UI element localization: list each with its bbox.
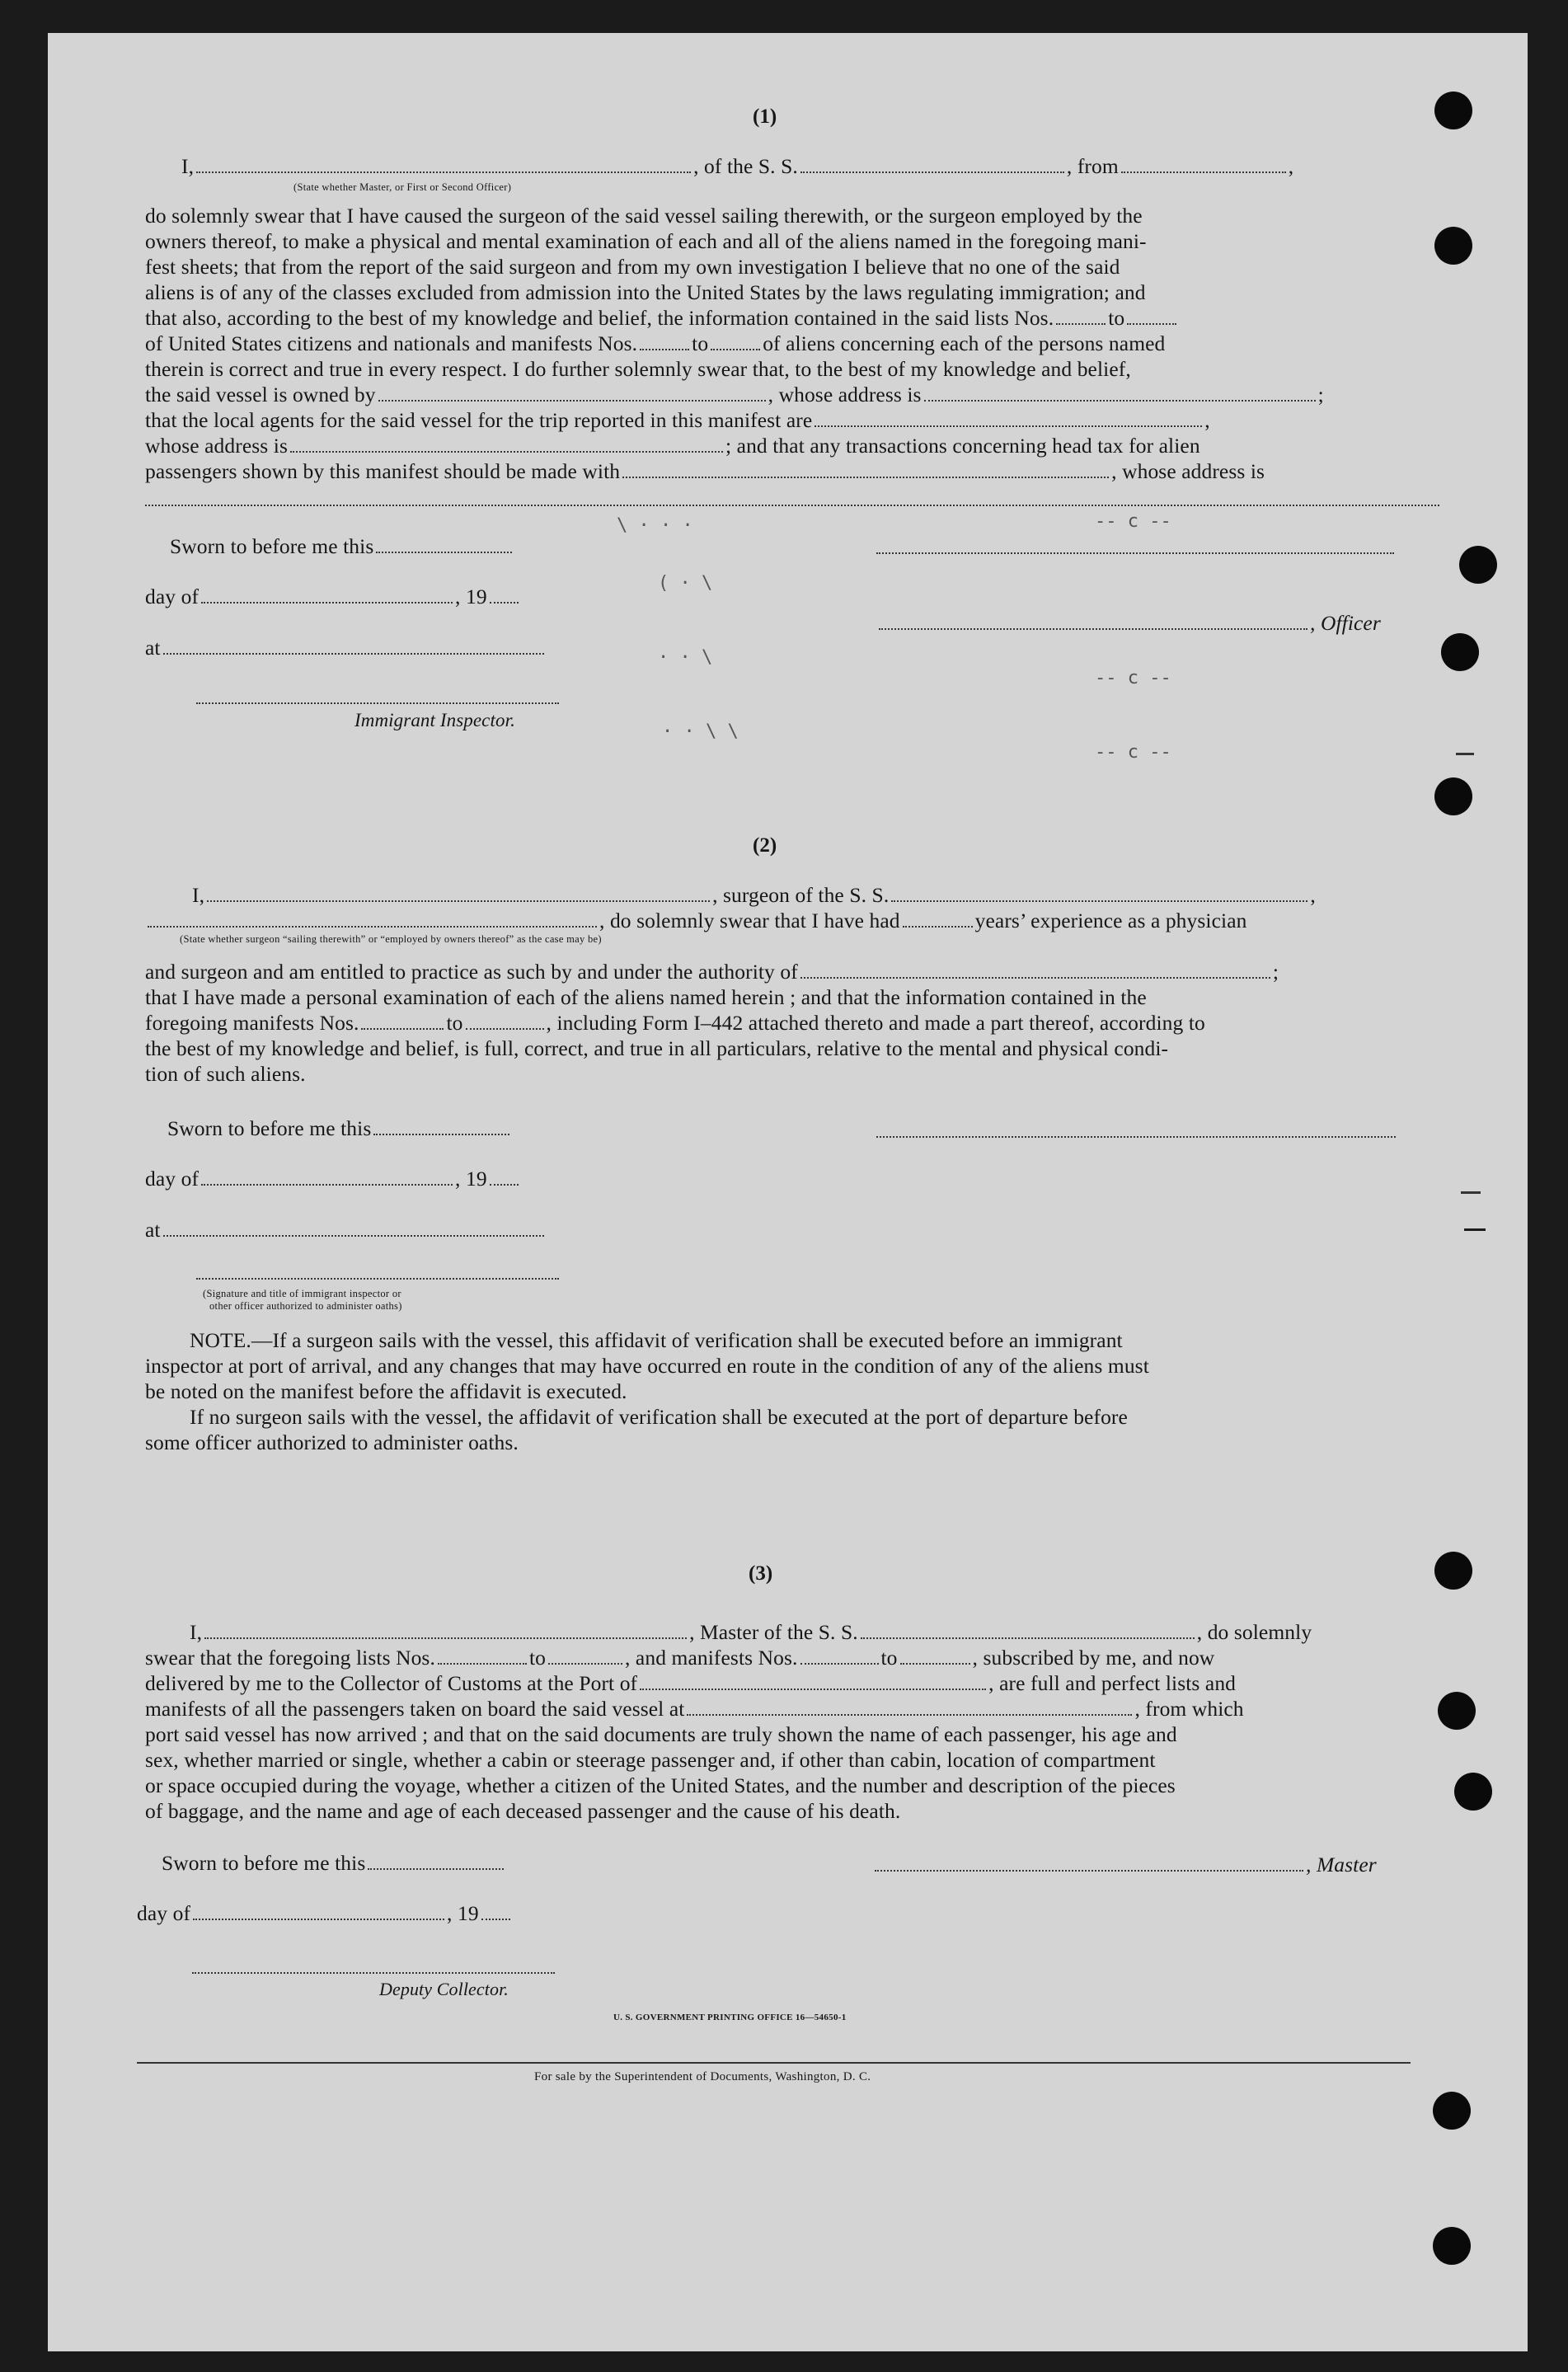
binder-hole [1434, 777, 1472, 815]
section-2-heading: (2) [753, 834, 777, 857]
s2-note-line-4: If no surgeon sails with the vessel, the affidavit of verification shall be executed at the port of departure before [190, 1405, 1128, 1429]
s2-manifests-to-field[interactable] [466, 1028, 544, 1030]
s1-sworn: Sworn to before me this [170, 533, 514, 559]
s2-line-4: that I have made a personal examination of each of the aliens named herein ; and that the information contained in the [145, 985, 1147, 1009]
s3-line-2: swear that the foregoing lists Nos. to , and manifests Nos. to , subscribed by me, and now [145, 1646, 1215, 1670]
ghost-mark: · · \ [658, 647, 713, 668]
s2-sworn: Sworn to before me this [167, 1116, 512, 1141]
lists-from-field[interactable] [1056, 323, 1106, 325]
s1-line-8: therein is correct and true in every respect. I do further solemnly swear that, to the best of my knowledge and belief, [145, 357, 1131, 381]
s1-line-12: passengers shown by this manifest should be made with , whose address is [145, 459, 1265, 483]
ghost-mark: ( · \ [658, 573, 713, 594]
s2-place-field[interactable] [163, 1235, 544, 1237]
binder-hole [1434, 1552, 1472, 1590]
from-port-field[interactable] [1121, 171, 1286, 173]
boarding-port-field[interactable] [687, 1714, 1132, 1716]
binder-hole [1454, 1773, 1492, 1811]
s1-address-line[interactable] [145, 505, 1439, 506]
s2-month-field[interactable] [201, 1184, 453, 1186]
s1-line-11: whose address is ; and that any transactions concerning head tax for alien [145, 434, 1200, 458]
s2-note-line-3: be noted on the manifest before the affidavit is executed. [145, 1379, 627, 1403]
agents-address-field[interactable] [290, 451, 723, 453]
s3-master-signature-field[interactable] [875, 1870, 1303, 1872]
s1-officer-signature-field[interactable] [879, 628, 1307, 630]
footer-rule [137, 2062, 1411, 2064]
binder-hole [1433, 2227, 1471, 2265]
s3-manifests-to-field[interactable] [900, 1663, 970, 1665]
s2-sworn-day-field[interactable] [373, 1134, 509, 1135]
s3-master-sig: , Master [872, 1852, 1377, 1877]
s2-line-2: , do solemnly swear that I have had years’ experience as a physician [145, 908, 1246, 933]
head-tax-contact-field[interactable] [622, 477, 1109, 478]
s2-manifests-from-field[interactable] [361, 1028, 444, 1030]
s3-para-line-4: of baggage, and the name and age of each deceased passenger and the cause of his death. [145, 1799, 901, 1823]
binder-hole [1433, 2092, 1471, 2130]
s3-deputy-label: Deputy Collector. [379, 1979, 509, 1999]
s1-day-of: day of , 19 [145, 584, 521, 609]
s3-para-line-1: port said vessel has now arrived ; and that on the said documents are truly shown the name of each passenger, his age and [145, 1722, 1177, 1746]
ghost-mark: -- c -- [1095, 742, 1171, 763]
binder-hole [1438, 1692, 1476, 1730]
s1-year-field[interactable] [490, 602, 519, 604]
ghost-mark: -- c -- [1095, 668, 1171, 688]
s3-para-line-3: or space occupied during the voyage, whether a citizen of the United States, and the number and description of the pieces [145, 1773, 1176, 1797]
s2-vessel-field[interactable] [891, 900, 1307, 902]
s3-lists-from-field[interactable] [438, 1663, 527, 1665]
s2-note-line-2: inspector at port of arrival, and any changes that may have occurred en route in the condition of any of the aliens must [145, 1354, 1149, 1378]
s2-line-3: and surgeon and am entitled to practice as such by and under the authority of ; [145, 960, 1279, 984]
s2-line-1: I, , surgeon of the S. S. , [192, 883, 1316, 907]
s2-line-6: the best of my knowledge and belief, is full, correct, and true in all particulars, relative to the mental and physical condi- [145, 1036, 1169, 1060]
s3-day-of: day of , 19 [137, 1900, 513, 1926]
officer-title-field[interactable] [196, 171, 691, 173]
s1-line-9: the said vessel is owned by , whose address is ; [145, 383, 1324, 406]
s1-signature-line-1[interactable] [876, 552, 1394, 554]
s3-para-line-2: sex, whether married or single, whether a cabin or steerage passenger and, if other than cabin, location of compartment [145, 1748, 1156, 1772]
owner-field[interactable] [378, 400, 766, 402]
s1-at: at [145, 635, 547, 660]
binder-hole [1459, 546, 1497, 584]
surgeon-status-field[interactable] [148, 926, 597, 928]
edge-mark [1456, 753, 1474, 755]
gpo-imprint: U. S. GOVERNMENT PRINTING OFFICE 16—54650-1 [613, 2013, 847, 2022]
manifests-to-field[interactable] [711, 349, 760, 350]
s1-para-line-2: owners thereof, to make a physical and mental examination of each and all of the aliens named in the foregoing mani- [145, 229, 1147, 253]
edge-mark [1461, 1191, 1481, 1194]
section-3-heading: (3) [749, 1562, 773, 1585]
collector-port-field[interactable] [640, 1689, 986, 1690]
s1-line-7: of United States citizens and nationals and manifests Nos. to of aliens concerning each of the persons named [145, 331, 1166, 355]
s1-para-line-1: do solemnly swear that I have caused the surgeon of the said vessel sailing therewith, or the surgeon employed by the [145, 204, 1143, 228]
binder-hole [1441, 633, 1479, 671]
surgeon-name-field[interactable] [207, 900, 710, 902]
s3-sworn: Sworn to before me this [162, 1850, 506, 1876]
s2-year-field[interactable] [490, 1184, 519, 1186]
local-agents-field[interactable] [815, 425, 1202, 427]
manifest-affidavit-page [48, 33, 1528, 2351]
s1-inspector-label: Immigrant Inspector. [354, 710, 515, 730]
owner-address-field[interactable] [924, 400, 1316, 402]
s3-lists-to-field[interactable] [548, 1663, 622, 1665]
lists-to-field[interactable] [1127, 323, 1176, 325]
s3-vessel-field[interactable] [861, 1637, 1195, 1639]
master-name-field[interactable] [204, 1637, 687, 1639]
section-1-heading: (1) [753, 106, 777, 128]
s2-day-of: day of , 19 [145, 1166, 521, 1191]
ghost-mark: -- c -- [1095, 511, 1171, 532]
s2-caption: (State whether surgeon “sailing therewith” or “employed by owners thereof” as the case may be) [180, 933, 602, 945]
s2-line-5: foregoing manifests Nos. to , including Form I–442 attached thereto and made a part thereof, according to [145, 1011, 1205, 1035]
ghost-mark: \ · · · [617, 515, 693, 536]
s3-line-1: I, , Master of the S. S. , do solemnly [190, 1620, 1312, 1644]
s1-para-line-4: aliens is of any of the classes excluded from admission into the United States by the laws regulating immigration; and [145, 280, 1146, 304]
s3-line-3: delivered by me to the Collector of Customs at the Port of , are full and perfect lists and [145, 1671, 1237, 1695]
practice-authority-field[interactable] [800, 977, 1270, 979]
s2-note-line-5: some officer authorized to administer oaths. [145, 1430, 519, 1454]
ghost-mark: · · \ \ [662, 721, 739, 742]
s1-line-6: that also, according to the best of my knowledge and belief, the information contained in the said lists Nos. to [145, 305, 1179, 331]
s1-place-field[interactable] [163, 653, 544, 655]
s1-sworn-day-field[interactable] [376, 552, 512, 553]
s3-sworn-day-field[interactable] [368, 1868, 504, 1870]
s1-inspector-sig-line[interactable] [196, 702, 559, 704]
s1-line-10: that the local agents for the said vessel for the trip reported in this manifest are , [145, 408, 1210, 432]
manifests-from-field[interactable] [640, 349, 689, 350]
s2-at: at [145, 1217, 547, 1242]
s3-deputy-sig-line[interactable] [192, 1972, 555, 1974]
edge-mark [1464, 1228, 1486, 1231]
binder-hole [1434, 227, 1472, 265]
sale-notice: For sale by the Superintendent of Documents, Washington, D. C. [534, 2070, 871, 2083]
s2-note-line-1: NOTE.—If a surgeon sails with the vessel, this affidavit of verification shall be executed before an immigrant [190, 1328, 1123, 1352]
s1-para-line-3: fest sheets; that from the report of the said surgeon and from my own investigation I believe that no one of the said [145, 255, 1120, 279]
s1-caption-officer: (State whether Master, or First or Second Officer) [293, 181, 512, 193]
s2-line-7: tion of such aliens. [145, 1062, 306, 1086]
binder-hole [1434, 92, 1472, 129]
years-experience-field[interactable] [903, 926, 973, 928]
vessel-name-field[interactable] [800, 171, 1064, 173]
s1-month-field[interactable] [201, 602, 453, 604]
s2-sig-caption-2: other officer authorized to administer oaths) [209, 1300, 402, 1312]
s2-signature-line[interactable] [876, 1136, 1396, 1138]
s1-officer-sig: , Officer [876, 610, 1381, 636]
s3-line-4: manifests of all the passengers taken on board the said vessel at , from which [145, 1697, 1244, 1721]
s3-year-field[interactable] [481, 1919, 510, 1920]
s2-sig-caption-1: (Signature and title of immigrant inspector or [203, 1288, 401, 1299]
s1-line-1: I, , of the S. S. , from , [181, 154, 1294, 178]
s3-manifests-from-field[interactable] [800, 1663, 879, 1665]
s3-month-field[interactable] [193, 1919, 444, 1920]
s2-inspector-sig-line[interactable] [196, 1278, 559, 1280]
